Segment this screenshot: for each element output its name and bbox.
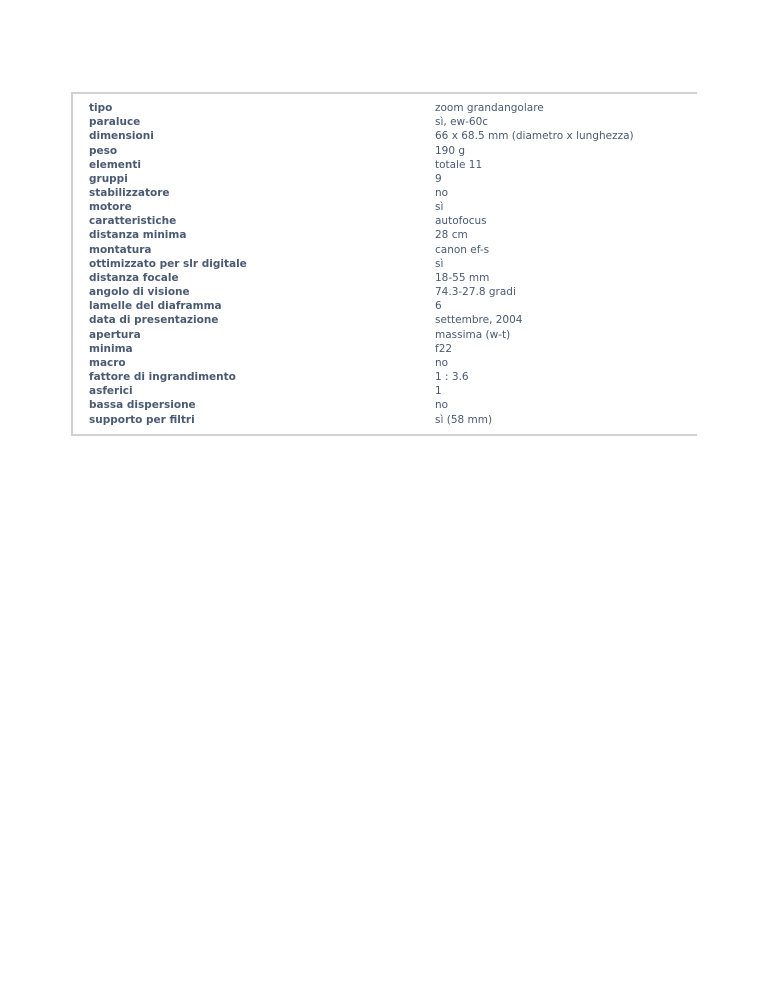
spec-value: massima (w-t)	[435, 328, 511, 341]
spec-value: 18-55 mm	[435, 271, 490, 284]
spec-value: sì, ew-60c	[435, 116, 489, 129]
spec-label: tipo	[89, 102, 113, 115]
spec-value: f22	[435, 342, 453, 355]
spec-value: no	[435, 399, 449, 412]
spec-value: sì	[435, 257, 444, 270]
spec-value: no	[435, 356, 449, 369]
spec-value: 6	[435, 300, 442, 313]
table-row	[89, 285, 634, 299]
spec-label: gruppi	[89, 172, 128, 185]
spec-label: paraluce	[89, 116, 141, 129]
table-row	[89, 299, 634, 313]
table-row	[89, 143, 634, 157]
spec-label: apertura	[89, 328, 141, 341]
table-row	[89, 271, 634, 285]
spec-value: sì (58 mm)	[435, 413, 493, 426]
table-row	[89, 214, 634, 228]
table-row	[89, 384, 634, 398]
spec-label: bassa dispersione	[89, 399, 196, 412]
spec-label: montatura	[89, 243, 152, 256]
spec-value: 74.3-27.8 gradi	[435, 286, 516, 299]
spec-table	[89, 101, 634, 427]
table-row	[89, 313, 634, 327]
spec-label: asferici	[89, 385, 133, 398]
spec-value: zoom grandangolare	[435, 102, 544, 115]
spec-value: no	[435, 187, 449, 200]
table-row	[89, 398, 634, 412]
spec-label: fattore di ingrandimento	[89, 371, 236, 384]
spec-value: settembre, 2004	[435, 314, 523, 327]
spec-label: ottimizzato per slr digitale	[89, 257, 247, 270]
spec-label: caratteristiche	[89, 215, 177, 228]
spec-label: distanza focale	[89, 271, 179, 284]
spec-label: stabilizzatore	[89, 187, 170, 200]
spec-value: 190 g	[435, 144, 466, 157]
table-row	[89, 228, 634, 242]
spec-value: 1	[435, 385, 442, 398]
table-row	[89, 342, 634, 356]
table-row	[89, 328, 634, 342]
spec-value: canon ef-s	[435, 243, 490, 256]
table-row	[89, 172, 634, 186]
table-row	[89, 129, 634, 143]
table-row	[89, 257, 634, 271]
spec-label: data di presentazione	[89, 314, 219, 327]
table-row	[89, 158, 634, 172]
spec-value: 1 : 3.6	[435, 371, 469, 384]
spec-value: 9	[435, 172, 442, 185]
spec-label: dimensioni	[89, 130, 154, 143]
table-row	[89, 243, 634, 257]
spec-value: 28 cm	[435, 229, 468, 242]
spec-label: macro	[89, 356, 126, 369]
spec-value: autofocus	[435, 215, 487, 228]
spec-label: supporto per filtri	[89, 413, 195, 426]
spec-label: elementi	[89, 158, 141, 171]
table-row	[89, 200, 634, 214]
table-row	[89, 115, 634, 129]
spec-label: motore	[89, 201, 132, 214]
table-row	[89, 356, 634, 370]
table-row	[89, 186, 634, 200]
spec-value: 66 x 68.5 mm (diametro x lunghezza)	[435, 130, 634, 143]
spec-value: totale 11	[435, 158, 483, 171]
table-row	[89, 370, 634, 384]
spec-label: peso	[89, 144, 118, 157]
spec-value: sì	[435, 201, 444, 214]
table-row	[89, 412, 634, 426]
spec-label: distanza minima	[89, 229, 187, 242]
spec-label: lamelle del diaframma	[89, 300, 222, 313]
spec-label: angolo di visione	[89, 286, 190, 299]
table-row	[89, 101, 634, 115]
spec-label: minima	[89, 342, 133, 355]
